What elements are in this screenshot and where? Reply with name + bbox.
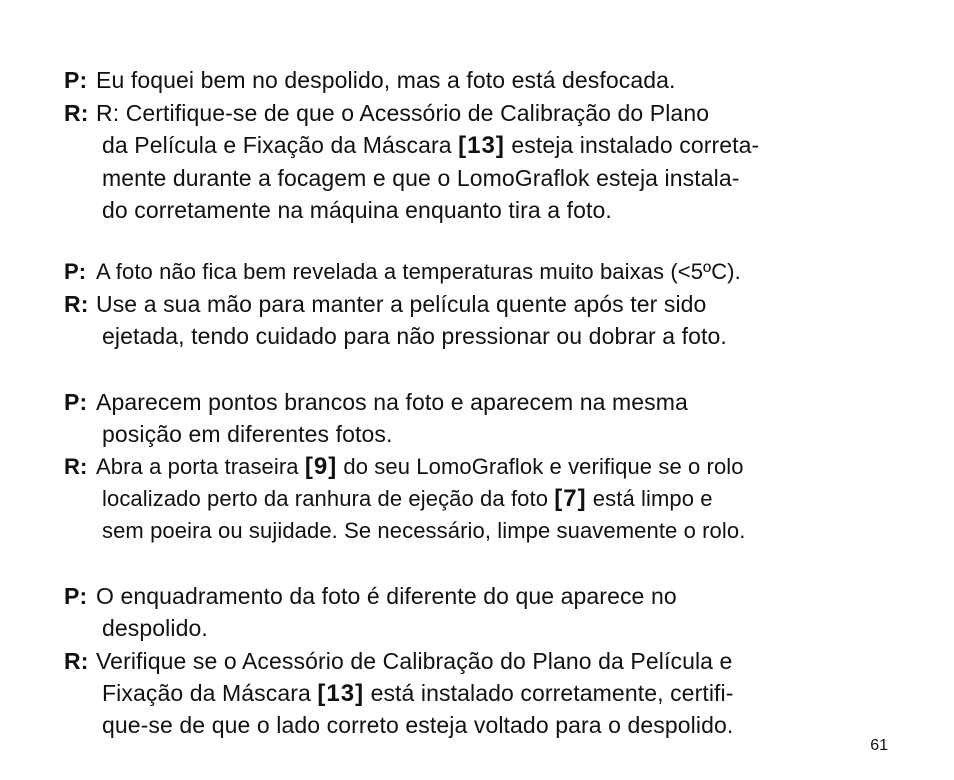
part-reference: [9]: [304, 453, 338, 480]
answer-label: R:: [64, 648, 89, 674]
question-text: A foto não fica bem revelada a temperaturas muito baixas (<5ºC).: [96, 259, 741, 284]
answer-line: [64, 288, 706, 320]
answer-text: ejetada, tendo cuidado para não pressionar ou dobrar a foto.: [102, 323, 727, 349]
answer-line: [102, 129, 759, 162]
answer-text: Fixação da Máscara: [102, 680, 318, 706]
question-line: [64, 580, 677, 612]
answer-line: [102, 677, 734, 710]
answer-text: está instalado corretamente, certifi-: [364, 680, 734, 706]
answer-text: sem poeira ou sujidade. Se necessário, limpe suavemente o rolo.: [102, 518, 746, 543]
answer-line: [64, 97, 709, 129]
answer-line: [102, 320, 727, 352]
part-reference: [7]: [554, 485, 587, 512]
question-text: O enquadramento da foto é diferente do que aparece no: [96, 583, 677, 609]
answer-line: [102, 194, 612, 226]
answer-line: [102, 515, 745, 547]
answer-line: [64, 451, 744, 483]
answer-text: esteja instalado correta-: [504, 132, 760, 158]
question-line: [64, 256, 741, 288]
answer-line: [102, 483, 713, 515]
question-text: posição em diferentes fotos.: [102, 421, 393, 447]
answer-text: Use a sua mão para manter a película quente após ter sido: [96, 291, 707, 317]
answer-text: Verifique se o Acessório de Calibração do Plano da Película e: [96, 648, 733, 674]
answer-label: R:: [64, 454, 88, 479]
question-label: P:: [64, 259, 87, 284]
answer-text: mente durante a focagem e que o LomoGraflok esteja instala-: [102, 165, 740, 191]
part-reference: [13]: [458, 132, 505, 159]
answer-line: [64, 645, 732, 677]
part-reference: [13]: [317, 680, 365, 707]
answer-text: do seu LomoGraflok e verifique se o rolo: [337, 454, 744, 479]
question-label: P:: [64, 389, 88, 415]
answer-line: [102, 709, 733, 741]
answer-line: [102, 162, 740, 194]
answer-text: Abra a porta traseira: [96, 454, 305, 479]
answer-label: R:: [64, 291, 89, 317]
question-line: [102, 612, 208, 644]
answer-text: da Película e Fixação da Máscara: [102, 132, 459, 158]
question-text: Eu foquei bem no despolido, mas a foto está desfocada.: [96, 67, 676, 93]
answer-text: está limpo e: [586, 486, 713, 511]
question-text: despolido.: [102, 615, 208, 641]
answer-text: localizado perto da ranhura de ejeção da foto: [102, 486, 555, 511]
answer-text: do corretamente na máquina enquanto tira a foto.: [102, 197, 612, 223]
answer-text: que-se de que o lado correto esteja voltado para o despolido.: [102, 712, 734, 738]
question-line: [64, 64, 676, 96]
question-label: P:: [64, 583, 88, 609]
question-line: [64, 386, 688, 418]
answer-label: R:: [64, 100, 89, 126]
question-label: P:: [64, 67, 88, 93]
page-number: 61: [870, 737, 888, 754]
question-text: Aparecem pontos brancos na foto e aparecem na mesma: [96, 389, 688, 415]
answer-text: R: Certifique-se de que o Acessório de Calibração do Plano: [96, 100, 710, 126]
question-line: [102, 418, 392, 450]
